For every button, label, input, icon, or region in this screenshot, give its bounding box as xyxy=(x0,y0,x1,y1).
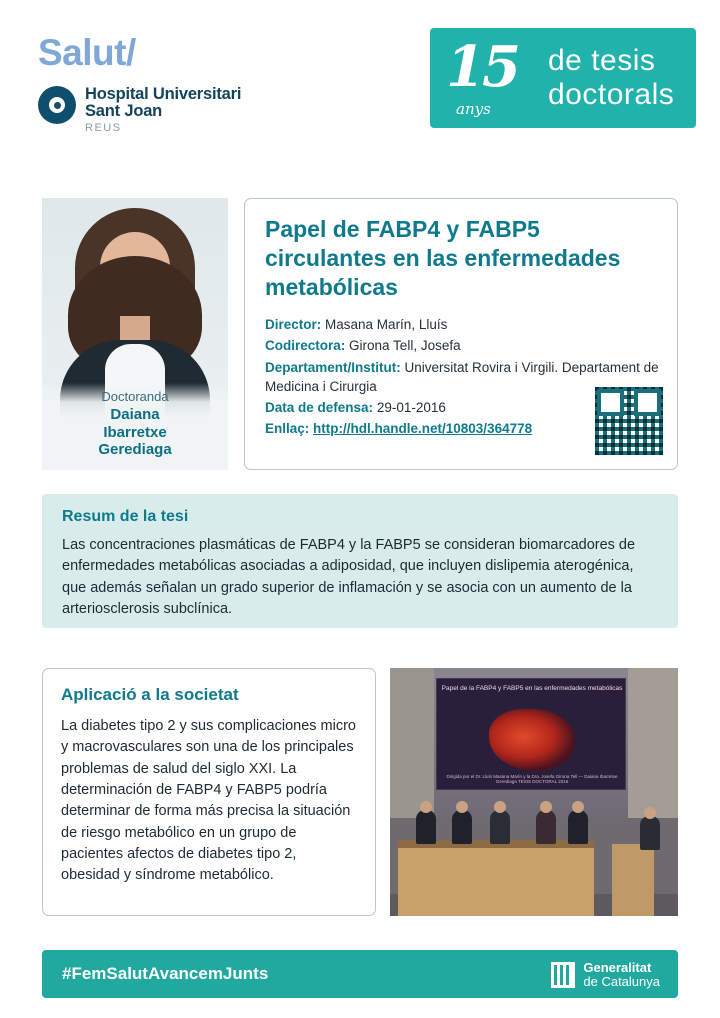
footer-bar xyxy=(42,950,678,998)
enllac-label: Enllaç: xyxy=(265,421,310,437)
portrait-role: Doctoranda xyxy=(101,389,169,405)
hospital-logo xyxy=(38,86,241,134)
salut-wordmark: Salut/ xyxy=(38,32,136,73)
generalitat-line2: de Catalunya xyxy=(583,974,660,990)
hospital-line2: Sant Joan xyxy=(85,102,163,121)
application-text: La diabetes tipo 2 y sus complicaciones micro y macrovasculares son una de los principales problemas de salud del siglo XXI. La determinación de FABP4 y FABP5 podría determinar de forma más precisa la situación de riesgo metabólico en un grupo de pacientes afectos de diabetes tipo 2, obesidad y síndrome metabólico. xyxy=(61,718,356,884)
application-panel xyxy=(42,668,376,916)
summary-panel xyxy=(42,494,678,628)
metadata-row-codirectora xyxy=(265,336,659,355)
thesis-link[interactable]: http://hdl.handle.net/10803/364778 xyxy=(313,421,533,437)
thesis-card xyxy=(244,198,678,470)
anniversary-badge xyxy=(430,28,696,128)
generalitat-logo xyxy=(551,961,660,990)
slide-title: Papel de la FABP4 y FABP5 en las enfermedades metabólicas xyxy=(441,685,623,692)
panel-member xyxy=(452,810,472,844)
slide-footer: Dirigida por el Dr. Lluís Masana Marín y la Dra. Josefa Girona Tell — Daiana Ibarretxe Gerediaga TESIS DOCTORAL 2016 xyxy=(446,774,618,784)
panel-member xyxy=(536,810,556,844)
hospital-name-block xyxy=(85,86,241,134)
codirectora-label: Codirectora: xyxy=(265,338,346,354)
generalitat-line1: Generalitat xyxy=(583,960,652,975)
data-defensa-value: 29-01-2016 xyxy=(376,399,446,415)
departament-label: Departament/Institut: xyxy=(265,359,401,375)
anniversary-number: 15 xyxy=(446,34,518,100)
projection-screen xyxy=(436,678,626,790)
anniversary-line1: de tesis xyxy=(548,44,656,77)
hospital-city: REUS xyxy=(85,121,122,134)
slide-artery-illustration xyxy=(489,709,575,771)
portrait-name-line3: Gerediaga xyxy=(98,440,172,458)
departament-value: Universitat Rovira i Virgili. Departament de Medicina i Cirurgia xyxy=(265,359,659,394)
speaker-person xyxy=(640,816,660,850)
campaign-hashtag: #FemSalutAvancemJunts xyxy=(62,964,269,983)
portrait-name-line1: Daiana xyxy=(110,406,160,424)
header xyxy=(0,0,720,160)
metadata-row-director xyxy=(265,315,659,334)
hospital-line1: Hospital Universitari xyxy=(85,85,242,103)
panel-member xyxy=(416,810,436,844)
summary-heading: Resum de la tesi xyxy=(62,508,189,525)
application-heading: Aplicació a la societat xyxy=(61,685,239,704)
speaker-podium xyxy=(612,844,654,916)
anniversary-line2: doctorals xyxy=(548,78,675,111)
doctoranda-portrait xyxy=(42,198,228,470)
wall-panel-right xyxy=(628,668,678,818)
anniversary-anys: anys xyxy=(456,100,491,118)
director-label: Director: xyxy=(265,317,322,333)
circle-target-icon xyxy=(38,86,76,124)
codirectora-value: Girona Tell, Josefa xyxy=(349,338,461,354)
generalitat-text xyxy=(583,961,660,990)
defense-event-photo xyxy=(390,668,678,916)
wall-panel-left xyxy=(390,668,434,818)
portrait-name-line2: Ibarretxe xyxy=(103,423,167,441)
qr-code[interactable] xyxy=(595,387,663,455)
panel-table xyxy=(398,840,594,916)
panel-member xyxy=(568,810,588,844)
panel-member xyxy=(490,810,510,844)
data-defensa-label: Data de defensa: xyxy=(265,399,374,415)
generalitat-mark-icon xyxy=(551,962,575,988)
portrait-caption xyxy=(42,383,228,470)
director-value: Masana Marín, Lluís xyxy=(325,317,448,333)
summary-text: Las concentraciones plasmáticas de FABP4 y la FABP5 se consideran biomarcadores de enfermedades metabólicas asociadas a adiposidad, que incluyen dislipemia aterogénica, que además señalan un grado superior de inflamación y se asocia con un aumento de la arteriosclerosis subclínica. xyxy=(62,537,636,617)
thesis-title: Papel de FABP4 y FABP5 circulantes en las enfermedades metabólicas xyxy=(265,216,621,300)
